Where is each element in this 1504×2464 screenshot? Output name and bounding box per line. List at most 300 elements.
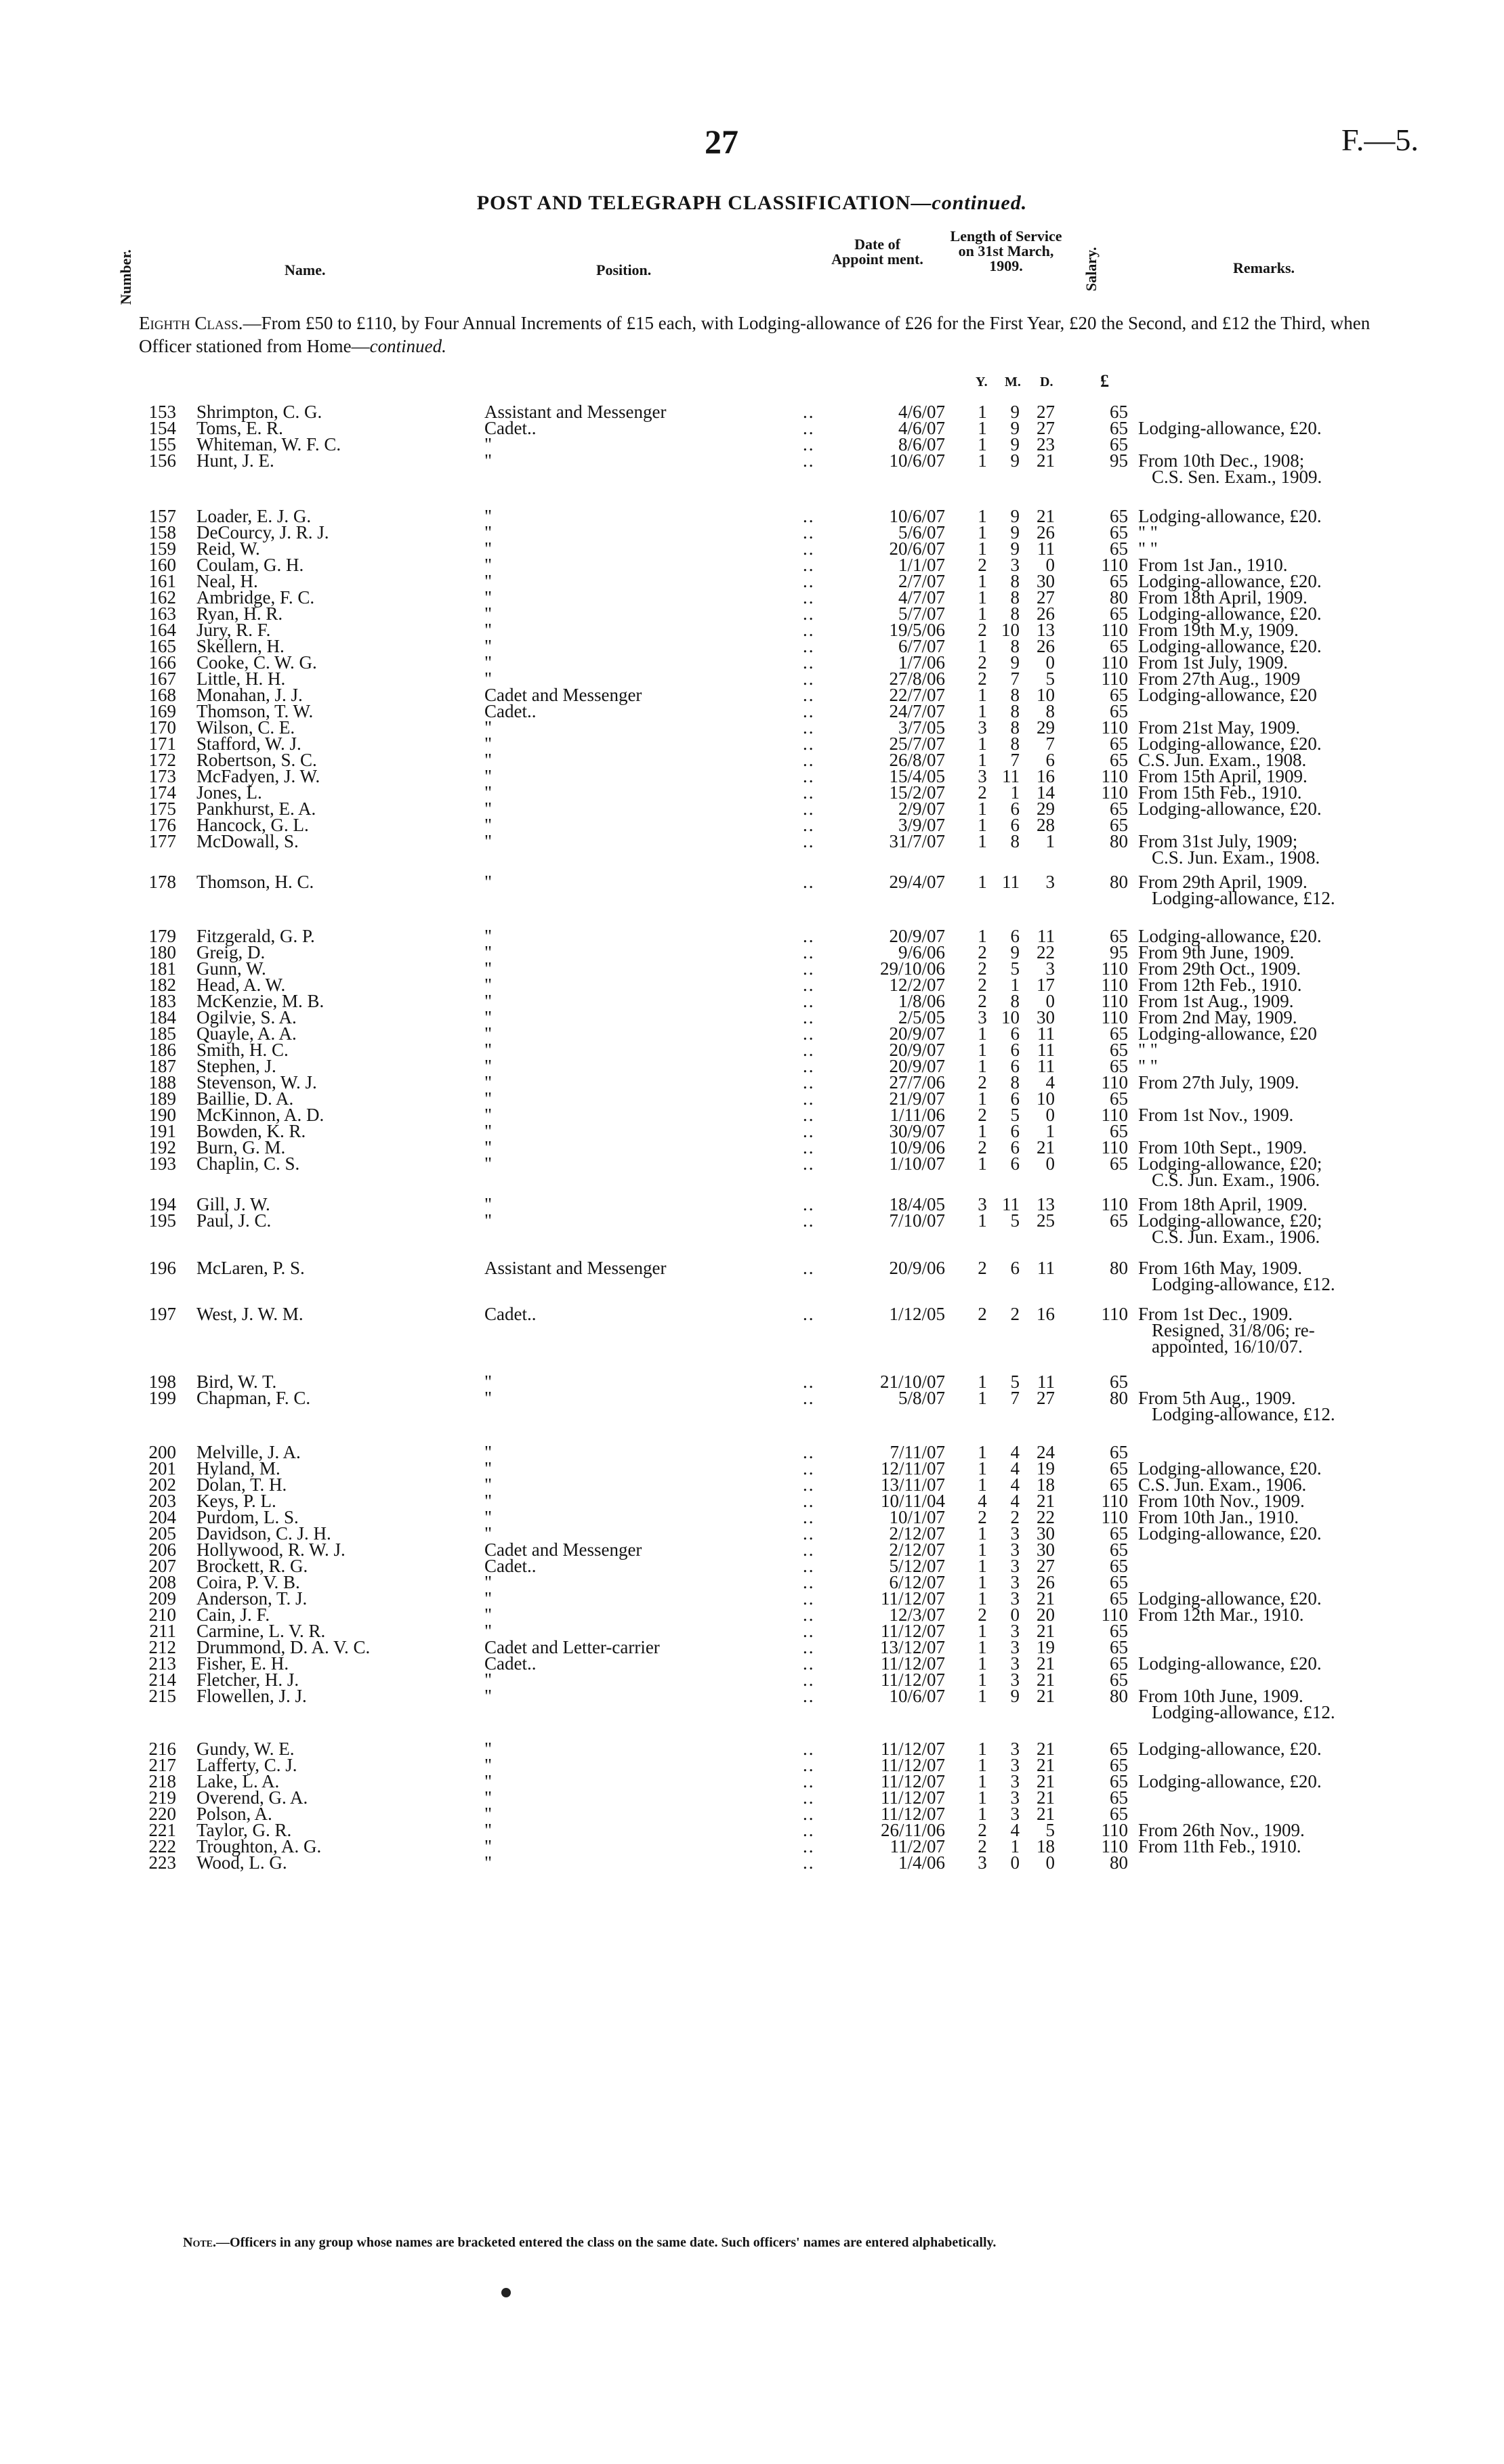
row-years: 1: [978, 571, 987, 591]
row-position: ": [484, 1621, 493, 1641]
row-name: Troughton, A. G.: [196, 1836, 322, 1856]
note-label: Note.: [183, 2235, 217, 2250]
leader-dots: ..: [803, 418, 815, 438]
row-remarks: C.S. Jun. Exam., 1908.: [1138, 750, 1307, 770]
row-years: 1: [978, 418, 987, 438]
row-date: 2/7/07: [898, 571, 945, 591]
row-remarks: " ": [1138, 1040, 1158, 1060]
row-number: 179: [148, 926, 176, 946]
row-months: 3: [1010, 1621, 1020, 1641]
row-position: ": [484, 1852, 493, 1873]
row-position: ": [484, 1804, 493, 1824]
row-salary: 80: [1110, 1388, 1128, 1408]
row-months: 3: [1010, 1670, 1020, 1690]
row-date: 10/9/06: [889, 1137, 945, 1157]
row-number: 153: [148, 402, 176, 422]
row-years: 1: [978, 1755, 987, 1775]
row-remarks-continued: Lodging-allowance, £12.: [1152, 1274, 1335, 1294]
row-position: ": [484, 1686, 493, 1706]
row-name: Anderson, T. J.: [196, 1588, 308, 1609]
row-years: 1: [978, 799, 987, 819]
row-position: ": [484, 1023, 493, 1044]
row-days: 26: [1037, 603, 1055, 624]
row-years: 1: [978, 1686, 987, 1706]
row-days: 11: [1037, 1023, 1055, 1044]
row-number: 213: [148, 1653, 176, 1674]
row-position: ": [484, 1458, 493, 1479]
row-date: 1/1/07: [898, 555, 945, 575]
row-remarks: From 29th Oct., 1909.: [1138, 958, 1301, 979]
row-salary: 80: [1110, 872, 1128, 892]
row-position: ": [484, 991, 493, 1011]
row-years: 2: [978, 652, 987, 673]
row-position: ": [484, 1153, 493, 1174]
row-days: 19: [1037, 1637, 1055, 1657]
row-years: 1: [978, 1040, 987, 1060]
leader-dots: ..: [803, 1836, 815, 1856]
row-remarks: From 1st Aug., 1909.: [1138, 991, 1294, 1011]
row-years: 3: [978, 1852, 987, 1873]
row-salary: 65: [1110, 701, 1128, 721]
row-years: 1: [978, 685, 987, 705]
row-salary: 110: [1101, 1605, 1128, 1625]
row-date: 7/11/07: [890, 1442, 945, 1462]
row-number: 171: [148, 734, 176, 754]
row-days: 19: [1037, 1458, 1055, 1479]
leader-dots: ..: [803, 1670, 815, 1690]
row-position: ": [484, 1507, 493, 1527]
row-days: 0: [1045, 555, 1055, 575]
row-months: 9: [1010, 450, 1020, 471]
row-salary: 65: [1110, 1653, 1128, 1674]
row-date: 21/10/07: [879, 1372, 945, 1392]
leader-dots: ..: [803, 1056, 815, 1076]
row-days: 21: [1037, 1771, 1055, 1791]
row-date: 2/5/05: [898, 1007, 945, 1027]
row-days: 30: [1037, 1007, 1055, 1027]
row-years: 1: [978, 1442, 987, 1462]
leader-dots: ..: [803, 1621, 815, 1641]
row-date: 13/12/07: [879, 1637, 945, 1657]
row-name: Thomson, T. W.: [196, 701, 314, 721]
row-number: 185: [148, 1023, 176, 1044]
row-position: ": [484, 571, 493, 591]
leader-dots: ..: [803, 1572, 815, 1592]
row-position: Assistant and Messenger: [484, 402, 667, 422]
row-years: 1: [978, 1804, 987, 1824]
row-years: 3: [978, 1194, 987, 1214]
row-days: 1: [1045, 831, 1055, 851]
row-position: ": [484, 538, 493, 559]
row-position: ": [484, 1210, 493, 1231]
leader-dots: ..: [803, 1523, 815, 1544]
class-description: [139, 312, 1399, 358]
row-months: 8: [1010, 685, 1020, 705]
row-years: 1: [978, 1458, 987, 1479]
row-date: 22/7/07: [889, 685, 945, 705]
row-remarks: From 10th Sept., 1909.: [1138, 1137, 1308, 1157]
row-years: 1: [978, 734, 987, 754]
row-name: Whiteman, W. F. C.: [196, 434, 341, 454]
row-remarks: Lodging-allowance, £20: [1138, 685, 1317, 705]
row-salary: 65: [1110, 402, 1128, 422]
row-days: 11: [1037, 926, 1055, 946]
row-remarks: C.S. Jun. Exam., 1906.: [1138, 1474, 1307, 1495]
row-salary: 110: [1101, 991, 1128, 1011]
row-remarks: Lodging-allowance, £20.: [1138, 1739, 1322, 1759]
row-salary: 80: [1110, 831, 1128, 851]
row-number: 211: [149, 1621, 176, 1641]
row-years: 1: [978, 1539, 987, 1560]
row-years: 1: [978, 701, 987, 721]
row-salary: 65: [1110, 1556, 1128, 1576]
row-years: 1: [978, 1670, 987, 1690]
row-remarks: Lodging-allowance, £20;: [1138, 1153, 1322, 1174]
row-months: 9: [1010, 942, 1020, 962]
row-days: 0: [1045, 1153, 1055, 1174]
row-days: 22: [1037, 942, 1055, 962]
row-number: 163: [148, 603, 176, 624]
leader-dots: ..: [803, 668, 815, 689]
page-number: 27: [705, 123, 738, 161]
row-months: 8: [1010, 701, 1020, 721]
row-remarks: From 10th Dec., 1908;: [1138, 450, 1305, 471]
row-date: 11/12/07: [880, 1771, 945, 1791]
leader-dots: ..: [803, 1072, 815, 1092]
leader-dots: ..: [803, 1121, 815, 1141]
row-remarks: From 29th April, 1909.: [1138, 872, 1308, 892]
row-date: 15/2/07: [889, 782, 945, 803]
row-remarks: Lodging-allowance, £20.: [1138, 418, 1322, 438]
row-remarks: From 1st Dec., 1909.: [1138, 1304, 1293, 1324]
row-number: 173: [148, 766, 176, 786]
row-months: 7: [1010, 1388, 1020, 1408]
row-name: Fletcher, H. J.: [196, 1670, 299, 1690]
row-name: Neal, H.: [196, 571, 258, 591]
row-date: 29/4/07: [889, 872, 945, 892]
row-salary: 65: [1110, 538, 1128, 559]
row-years: 1: [978, 402, 987, 422]
row-position: Cadet and Messenger: [484, 1539, 642, 1560]
row-position: Cadet..: [484, 701, 537, 721]
row-salary: 110: [1101, 668, 1128, 689]
table-row: [0, 1258, 1504, 1294]
leader-dots: ..: [803, 958, 815, 979]
row-days: 10: [1037, 685, 1055, 705]
row-remarks: Lodging-allowance, £20: [1138, 1023, 1317, 1044]
row-position: ": [484, 1088, 493, 1109]
unit-days: D.: [1040, 375, 1053, 389]
row-name: Stevenson, W. J.: [196, 1072, 317, 1092]
row-years: 2: [978, 555, 987, 575]
row-position: ": [484, 1137, 493, 1157]
row-years: 1: [978, 1088, 987, 1109]
row-date: 2/9/07: [898, 799, 945, 819]
row-date: 3/7/05: [898, 717, 945, 738]
row-name: Quayle, A. A.: [196, 1023, 297, 1044]
row-remarks: From 11th Feb., 1910.: [1138, 1836, 1301, 1856]
row-days: 11: [1037, 538, 1055, 559]
row-years: 1: [978, 1787, 987, 1808]
row-number: 191: [148, 1121, 176, 1141]
row-name: Gunn, W.: [196, 958, 266, 979]
leader-dots: ..: [803, 1653, 815, 1674]
row-position: ": [484, 975, 493, 995]
row-months: 8: [1010, 603, 1020, 624]
row-name: Ryan, H. R.: [196, 603, 283, 624]
row-years: 1: [978, 1556, 987, 1576]
row-number: 210: [148, 1605, 176, 1625]
row-years: 2: [978, 1820, 987, 1840]
row-years: 2: [978, 1836, 987, 1856]
leader-dots: ..: [803, 1023, 815, 1044]
row-months: 3: [1010, 1588, 1020, 1609]
row-months: 11: [1002, 872, 1020, 892]
header-date: Date of Appoint ment.: [831, 236, 923, 268]
table-row: [0, 450, 1504, 487]
row-name: Drummond, D. A. V. C.: [196, 1637, 371, 1657]
row-salary: 110: [1101, 766, 1128, 786]
row-number: 220: [148, 1804, 176, 1824]
row-salary: 80: [1110, 1686, 1128, 1706]
row-salary: 65: [1110, 1804, 1128, 1824]
row-years: 1: [978, 1121, 987, 1141]
row-remarks-continued: C.S. Sen. Exam., 1909.: [1152, 467, 1322, 487]
row-number: 216: [148, 1739, 176, 1759]
row-days: 21: [1037, 450, 1055, 471]
row-date: 5/7/07: [898, 603, 945, 624]
row-remarks: " ": [1138, 538, 1158, 559]
row-name: Monahan, J. J.: [196, 685, 303, 705]
leader-dots: ..: [803, 522, 815, 543]
row-years: 1: [978, 603, 987, 624]
row-name: Chapman, F. C.: [196, 1388, 311, 1408]
row-salary: 110: [1101, 620, 1128, 640]
row-years: 2: [978, 1137, 987, 1157]
header-number: Number.: [117, 249, 134, 305]
row-months: 4: [1010, 1442, 1020, 1462]
row-salary: 65: [1110, 434, 1128, 454]
row-days: 14: [1037, 782, 1055, 803]
row-months: 8: [1010, 571, 1020, 591]
page-title: [0, 192, 1504, 215]
leader-dots: ..: [803, 1507, 815, 1527]
row-name: Pankhurst, E. A.: [196, 799, 316, 819]
row-years: 2: [978, 782, 987, 803]
row-date: 20/9/07: [889, 926, 945, 946]
row-number: 193: [148, 1153, 176, 1174]
leader-dots: ..: [803, 1491, 815, 1511]
row-salary: 65: [1110, 1088, 1128, 1109]
row-number: 162: [148, 587, 176, 608]
row-days: 29: [1037, 717, 1055, 738]
row-remarks: From 19th M.y, 1909.: [1138, 620, 1299, 640]
row-salary: 65: [1110, 1372, 1128, 1392]
leader-dots: ..: [803, 1755, 815, 1775]
row-years: 1: [978, 1023, 987, 1044]
row-date: 11/12/07: [880, 1755, 945, 1775]
row-days: 21: [1037, 1804, 1055, 1824]
page-reference: F.—5.: [1341, 123, 1419, 157]
row-name: Head, A. W.: [196, 975, 286, 995]
row-days: 1: [1045, 1121, 1055, 1141]
leader-dots: ..: [803, 799, 815, 819]
row-remarks: Lodging-allowance, £20.: [1138, 1588, 1322, 1609]
row-remarks: From 16th May, 1909.: [1138, 1258, 1302, 1278]
row-days: 11: [1037, 1258, 1055, 1278]
leader-dots: ..: [803, 587, 815, 608]
row-days: 18: [1037, 1836, 1055, 1856]
row-date: 6/7/07: [898, 636, 945, 656]
row-salary: 65: [1110, 1121, 1128, 1141]
row-months: 5: [1010, 1372, 1020, 1392]
row-date: 20/9/06: [889, 1258, 945, 1278]
row-name: Overend, G. A.: [196, 1787, 308, 1808]
leader-dots: ..: [803, 538, 815, 559]
row-days: 30: [1037, 571, 1055, 591]
row-years: 1: [978, 506, 987, 526]
row-name: Baillie, D. A.: [196, 1088, 294, 1109]
row-position: ": [484, 750, 493, 770]
leader-dots: ..: [803, 603, 815, 624]
row-number: 222: [148, 1836, 176, 1856]
row-name: Little, H. H.: [196, 668, 286, 689]
row-salary: 110: [1101, 652, 1128, 673]
row-name: Hyland, M.: [196, 1458, 280, 1479]
title-main: POST AND TELEGRAPH CLASSIFICATION—: [476, 192, 932, 214]
row-days: 3: [1045, 872, 1055, 892]
unit-months: M.: [1005, 375, 1021, 389]
row-salary: 110: [1101, 975, 1128, 995]
leader-dots: ..: [803, 1040, 815, 1060]
row-position: ": [484, 782, 493, 803]
row-number: 180: [148, 942, 176, 962]
row-years: 1: [978, 831, 987, 851]
row-position: ": [484, 1739, 493, 1759]
row-years: 1: [978, 1637, 987, 1657]
row-position: Cadet..: [484, 1556, 537, 1576]
row-position: ": [484, 450, 493, 471]
row-salary: 95: [1110, 942, 1128, 962]
row-months: 6: [1010, 1040, 1020, 1060]
row-number: 205: [148, 1523, 176, 1544]
row-years: 2: [978, 1605, 987, 1625]
row-days: 30: [1037, 1539, 1055, 1560]
row-remarks: From 18th April, 1909.: [1138, 587, 1308, 608]
row-position: Cadet..: [484, 418, 537, 438]
row-position: ": [484, 1755, 493, 1775]
row-number: 167: [148, 668, 176, 689]
row-position: ": [484, 555, 493, 575]
row-salary: 65: [1110, 1474, 1128, 1495]
row-salary: 65: [1110, 1539, 1128, 1560]
row-days: 21: [1037, 1588, 1055, 1609]
row-years: 1: [978, 1056, 987, 1076]
row-salary: 65: [1110, 685, 1128, 705]
row-name: Reid, W.: [196, 538, 260, 559]
row-position: ": [484, 1572, 493, 1592]
row-date: 4/6/07: [898, 418, 945, 438]
row-days: 21: [1037, 1137, 1055, 1157]
footnote: [183, 2235, 996, 2251]
row-years: 1: [978, 538, 987, 559]
row-remarks: Lodging-allowance, £20.: [1138, 734, 1322, 754]
row-days: 27: [1037, 418, 1055, 438]
row-months: 8: [1010, 831, 1020, 851]
row-date: 11/12/07: [880, 1653, 945, 1674]
row-remarks: " ": [1138, 522, 1158, 543]
row-position: ": [484, 1056, 493, 1076]
row-months: 6: [1010, 926, 1020, 946]
row-name: Carmine, L. V. R.: [196, 1621, 326, 1641]
row-name: Flowellen, J. J.: [196, 1686, 307, 1706]
row-months: 9: [1010, 538, 1020, 559]
row-date: 5/8/07: [898, 1388, 945, 1408]
leader-dots: ..: [803, 942, 815, 962]
row-name: West, J. W. M.: [196, 1304, 304, 1324]
row-months: 3: [1010, 1755, 1020, 1775]
row-years: 2: [978, 942, 987, 962]
row-years: 1: [978, 1739, 987, 1759]
row-number: 157: [148, 506, 176, 526]
row-position: Assistant and Messenger: [484, 1258, 667, 1278]
row-name: Fisher, E. H.: [196, 1653, 289, 1674]
row-position: ": [484, 1491, 493, 1511]
row-salary: 65: [1110, 1458, 1128, 1479]
row-salary: 110: [1101, 1105, 1128, 1125]
row-position: ": [484, 1040, 493, 1060]
row-position: ": [484, 717, 493, 738]
row-name: Skellern, H.: [196, 636, 285, 656]
row-months: 1: [1010, 975, 1020, 995]
row-number: 156: [148, 450, 176, 471]
row-months: 5: [1010, 1105, 1020, 1125]
row-number: 175: [148, 799, 176, 819]
leader-dots: ..: [803, 750, 815, 770]
row-salary: 65: [1110, 926, 1128, 946]
leader-dots: ..: [803, 926, 815, 946]
row-months: 3: [1010, 1523, 1020, 1544]
row-salary: 65: [1110, 750, 1128, 770]
row-months: 9: [1010, 506, 1020, 526]
note-text: —Officers in any group whose names are bracketed entered the class on the same date. Such officers' names are entered alphabetically.: [216, 2235, 997, 2250]
row-months: 7: [1010, 668, 1020, 689]
row-years: 1: [978, 1210, 987, 1231]
row-salary: 65: [1110, 1670, 1128, 1690]
leader-dots: ..: [803, 872, 815, 892]
row-days: 0: [1045, 652, 1055, 673]
row-number: 186: [148, 1040, 176, 1060]
row-number: 214: [148, 1670, 176, 1690]
leader-dots: ..: [803, 1474, 815, 1495]
row-days: 21: [1037, 1621, 1055, 1641]
leader-dots: ..: [803, 1739, 815, 1759]
row-salary: 65: [1110, 1637, 1128, 1657]
row-days: 16: [1037, 1304, 1055, 1324]
row-number: 188: [148, 1072, 176, 1092]
leader-dots: ..: [803, 1637, 815, 1657]
row-number: 201: [148, 1458, 176, 1479]
row-date: 20/6/07: [889, 538, 945, 559]
row-years: 2: [978, 991, 987, 1011]
row-days: 16: [1037, 766, 1055, 786]
row-months: 1: [1010, 1836, 1020, 1856]
row-months: 6: [1010, 799, 1020, 819]
row-days: 26: [1037, 636, 1055, 656]
row-name: Robertson, S. C.: [196, 750, 317, 770]
row-salary: 65: [1110, 1755, 1128, 1775]
row-date: 10/1/07: [889, 1507, 945, 1527]
